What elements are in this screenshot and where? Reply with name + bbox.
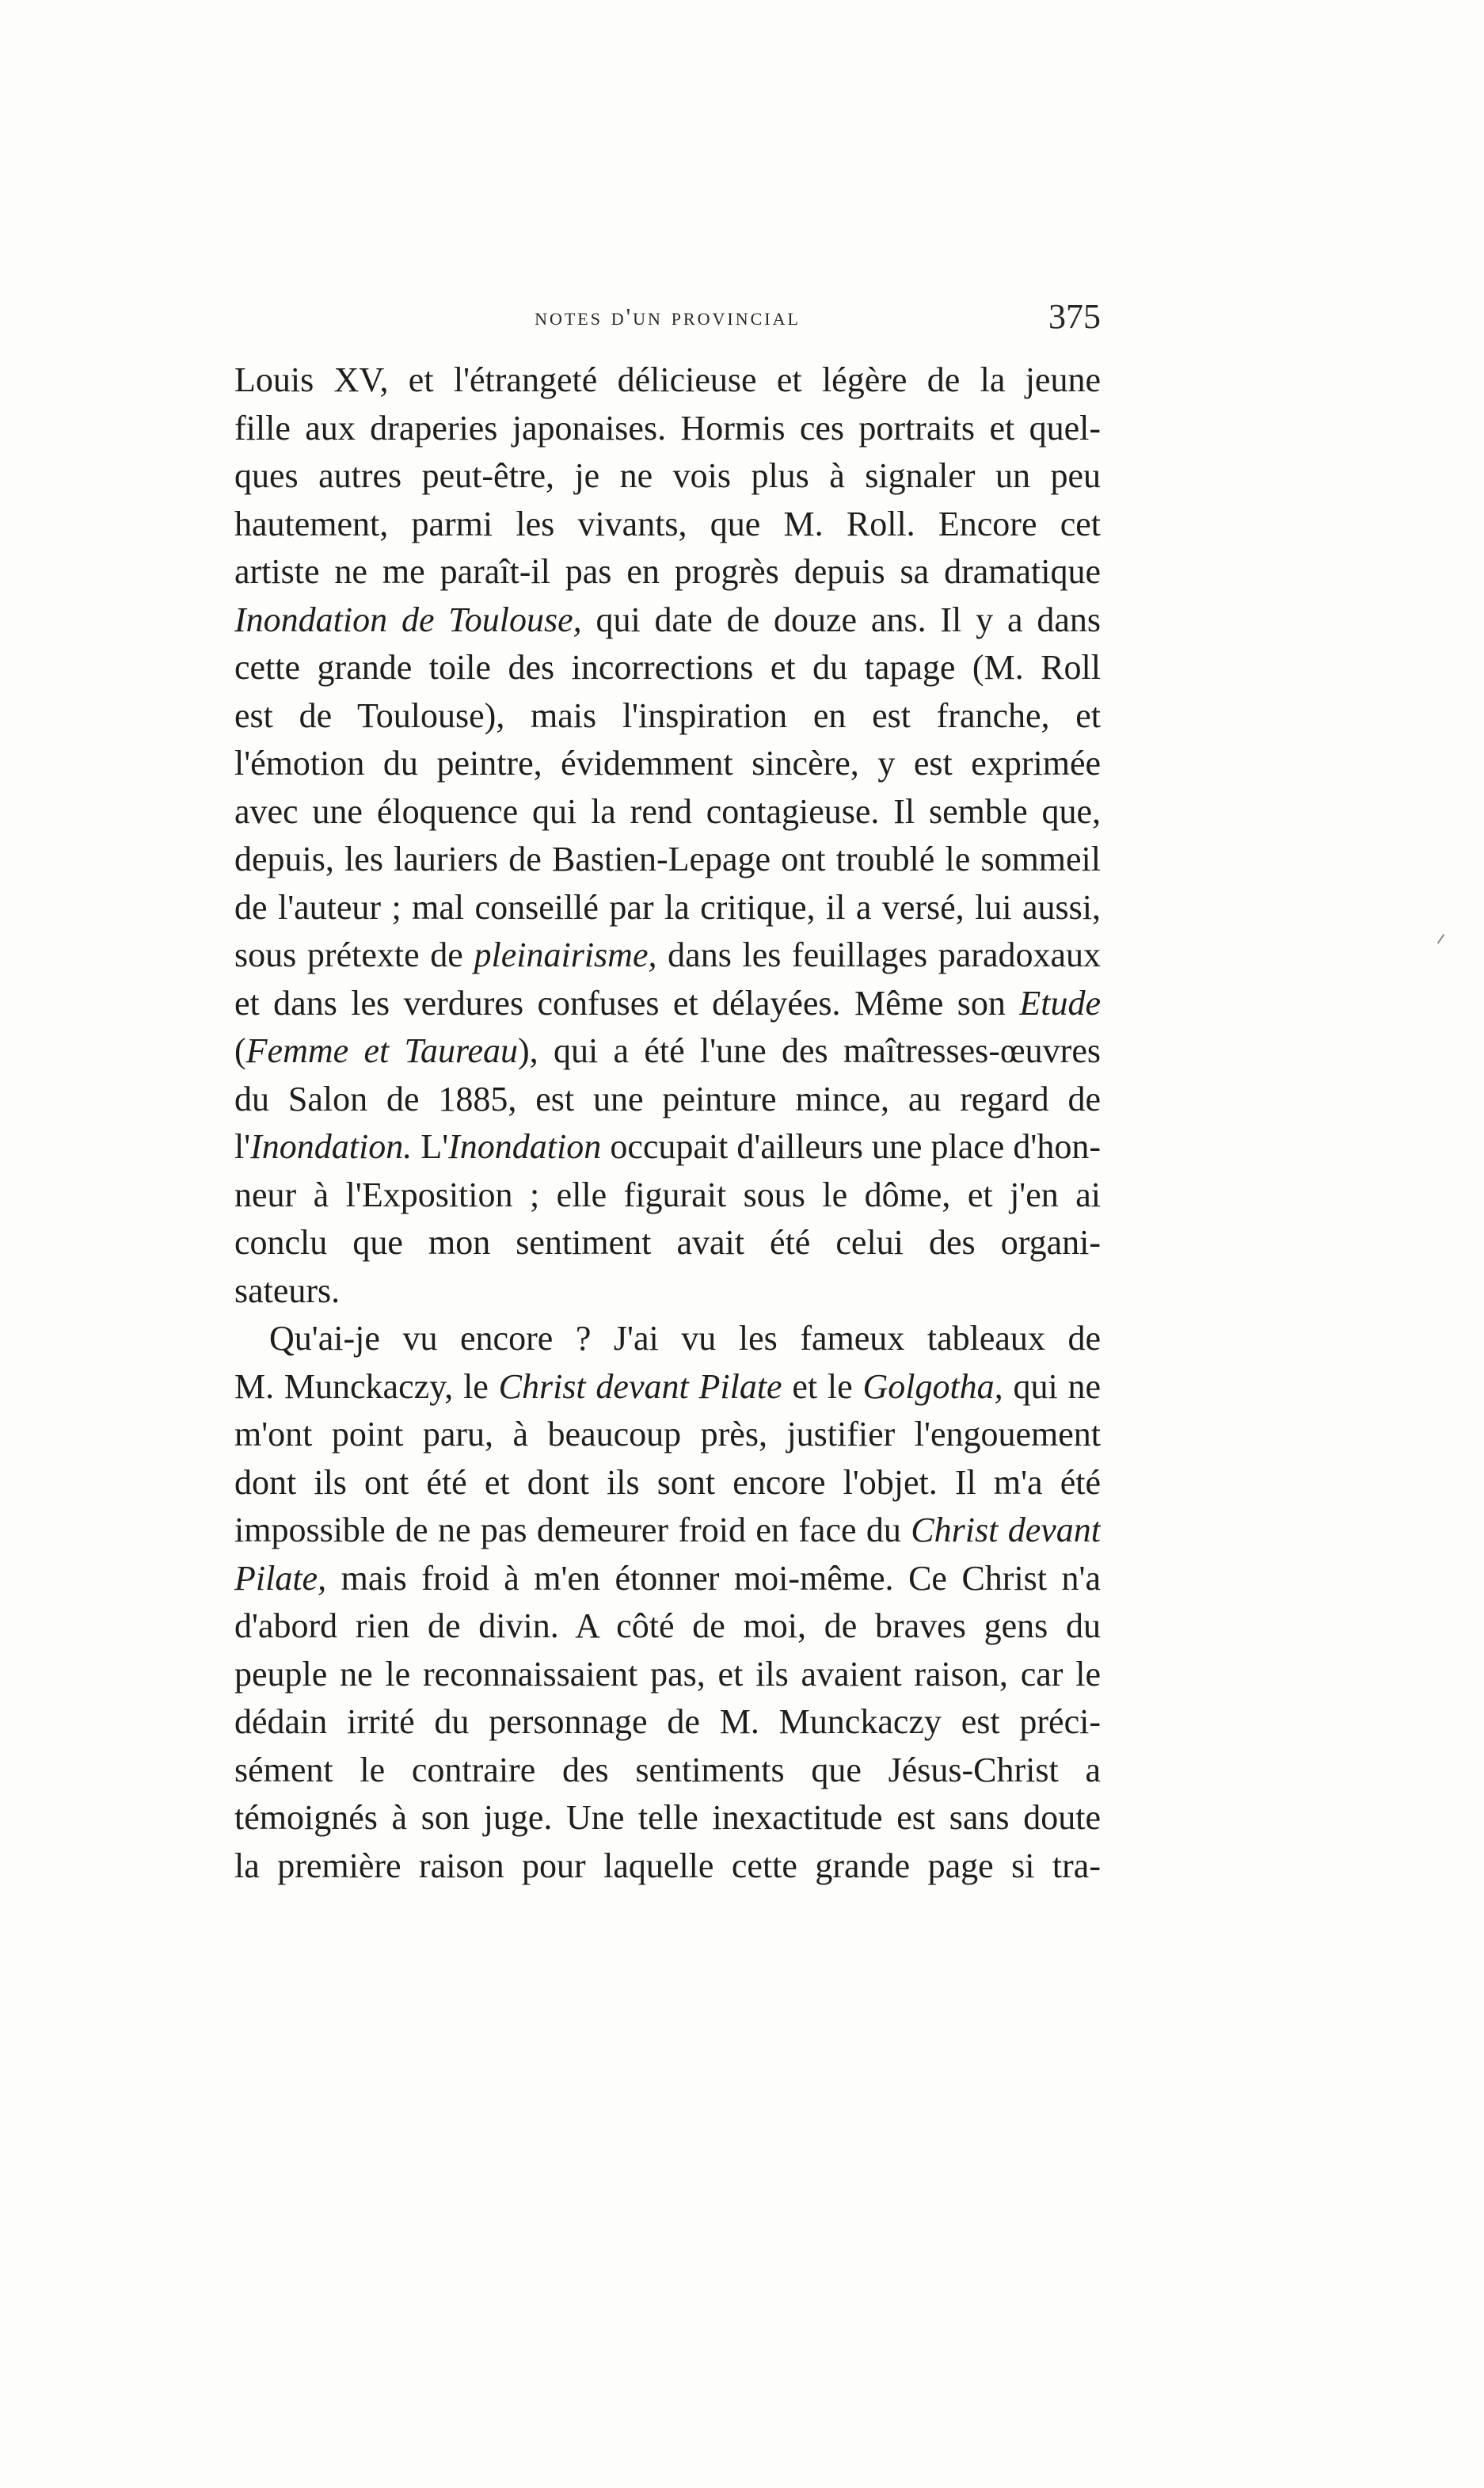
text-line (234, 1027, 1101, 1076)
italic-title-segment: Christ devant Pilate (498, 1366, 782, 1406)
italic-title-segment: Inondation (448, 1127, 602, 1166)
text-segment: témoignés à son juge. Une telle inexactitude est sans doute (234, 1798, 1101, 1837)
text-segment: occupait d'ailleurs une place d'hon- (601, 1127, 1101, 1166)
text-segment: hautement, parmi les vivants, que M. Roll. Encore cet (234, 504, 1101, 543)
text-segment: M. Munckaczy, le (234, 1366, 499, 1406)
body-text (234, 356, 1101, 1890)
text-line (234, 884, 1101, 932)
text-line (234, 596, 1101, 645)
text-line (234, 836, 1101, 884)
text-segment: fille aux draperies japonaises. Hormis ces portraits et quel- (234, 408, 1101, 448)
text-line (234, 740, 1101, 788)
italic-title-segment: Pilate, (234, 1558, 327, 1598)
text-segment: ( (234, 1031, 246, 1070)
text-line (234, 932, 1101, 980)
text-line (234, 1315, 1101, 1363)
italic-title-segment: Christ devant (911, 1511, 1101, 1549)
text-segment: avec une éloquence qui la rend contagieuse. Il semble que, (234, 791, 1101, 831)
text-line (234, 1267, 1101, 1316)
text-segment: d'abord rien de divin. A côté de moi, de braves gens du (234, 1606, 1101, 1645)
running-head (234, 295, 1101, 342)
text-line (234, 452, 1101, 501)
text-segment: est de Toulouse), mais l'inspiration en est franche, et (234, 695, 1101, 735)
text-segment: peuple ne le reconnaissaient pas, et ils avaient raison, car le (234, 1654, 1101, 1694)
text-line (234, 501, 1101, 549)
text-segment: dont ils ont été et dont ils sont encore l'objet. Il m'a été (234, 1462, 1101, 1502)
text-line (234, 644, 1101, 692)
text-line (234, 788, 1101, 836)
text-line (234, 1363, 1101, 1412)
text-line (234, 548, 1101, 596)
text-segment: impossible de ne pas demeurer froid en face du (234, 1511, 911, 1549)
text-line (234, 356, 1101, 405)
text-line (234, 1651, 1101, 1699)
text-segment: la première raison pour laquelle cette grande page si tra- (234, 1846, 1101, 1885)
italic-title-segment: Inondation de Toulouse, (234, 600, 582, 639)
text-segment: dédain irrité du personnage de M. Munckaczy est préci- (234, 1702, 1101, 1741)
text-segment: dans les feuillages paradoxaux (656, 935, 1101, 974)
text-segment: artiste ne me paraît-il pas en progrès depuis sa dramatique (234, 552, 1101, 591)
text-segment: l' (234, 1127, 251, 1166)
text-segment: l'émotion du peintre, évidemment sincère, y est exprimée (234, 744, 1101, 783)
text-segment: conclu que mon sentiment avait été celui des organi- (234, 1223, 1101, 1262)
text-line (234, 1794, 1101, 1842)
text-line (234, 1698, 1101, 1747)
text-line (234, 1459, 1101, 1507)
text-line (234, 1747, 1101, 1795)
text-line (234, 1123, 1101, 1172)
text-segment: sous prétexte de (234, 935, 474, 974)
text-segment: de l'auteur ; mal conseillé par la critique, il a versé, lui aussi, (234, 887, 1101, 927)
text-segment: sément le contraire des sentiments que Jésus-Christ a (234, 1750, 1101, 1789)
text-line (234, 1076, 1101, 1124)
text-segment: ques autres peut-être, je ne vois plus à signaler un peu (234, 456, 1101, 495)
text-segment: m'ont point paru, à beaucoup près, justifier l'engouement (234, 1415, 1101, 1454)
text-segment: Louis XV, et l'étrangeté délicieuse et légère de la jeune (234, 360, 1101, 399)
italic-title-segment: Femme et Taureau (245, 1031, 518, 1070)
text-line (234, 1507, 1101, 1555)
running-title: notes d'un provincial (535, 303, 801, 330)
text-segment: sateurs. (234, 1271, 341, 1310)
text-segment: depuis, les lauriers de Bastien-Lepage ont troublé le sommeil (234, 840, 1101, 878)
text-segment: neur à l'Exposition ; elle figurait sous le dôme, et j'en ai (234, 1175, 1101, 1214)
text-segment: qui ne (1003, 1366, 1101, 1406)
text-line (234, 1219, 1101, 1267)
text-segment: mais froid à m'en étonner moi-même. Ce Christ n'a (326, 1558, 1101, 1598)
text-line (234, 1842, 1101, 1891)
text-segment: du Salon de 1885, est une peinture mince, au regard de (234, 1079, 1101, 1118)
margin-mark (1437, 934, 1449, 947)
text-segment: et le (782, 1366, 863, 1406)
text-line (234, 980, 1101, 1028)
italic-title-segment: Etude (1019, 983, 1101, 1023)
text-segment: cette grande toile des incorrections et du tapage (M. Roll (234, 648, 1101, 687)
text-line (234, 1411, 1101, 1459)
text-segment: L' (412, 1127, 449, 1166)
italic-title-segment: Inondation. (250, 1127, 413, 1166)
italic-title-segment: Golgotha, (862, 1366, 1003, 1406)
text-segment: Qu'ai-je vu encore ? J'ai vu les fameux tableaux de (269, 1319, 1101, 1358)
text-segment: qui date de douze ans. Il y a dans (581, 600, 1101, 639)
text-segment: ), qui a été l'une des maîtresses-œuvres (518, 1031, 1101, 1070)
text-line (234, 1602, 1101, 1651)
text-line (234, 1172, 1101, 1220)
text-segment: et dans les verdures confuses et délayées. Même son (234, 983, 1020, 1023)
text-line (234, 405, 1101, 453)
page-number: 375 (1048, 297, 1101, 336)
text-line (234, 1555, 1101, 1603)
text-line (234, 692, 1101, 741)
italic-title-segment: pleinairisme, (474, 935, 657, 974)
